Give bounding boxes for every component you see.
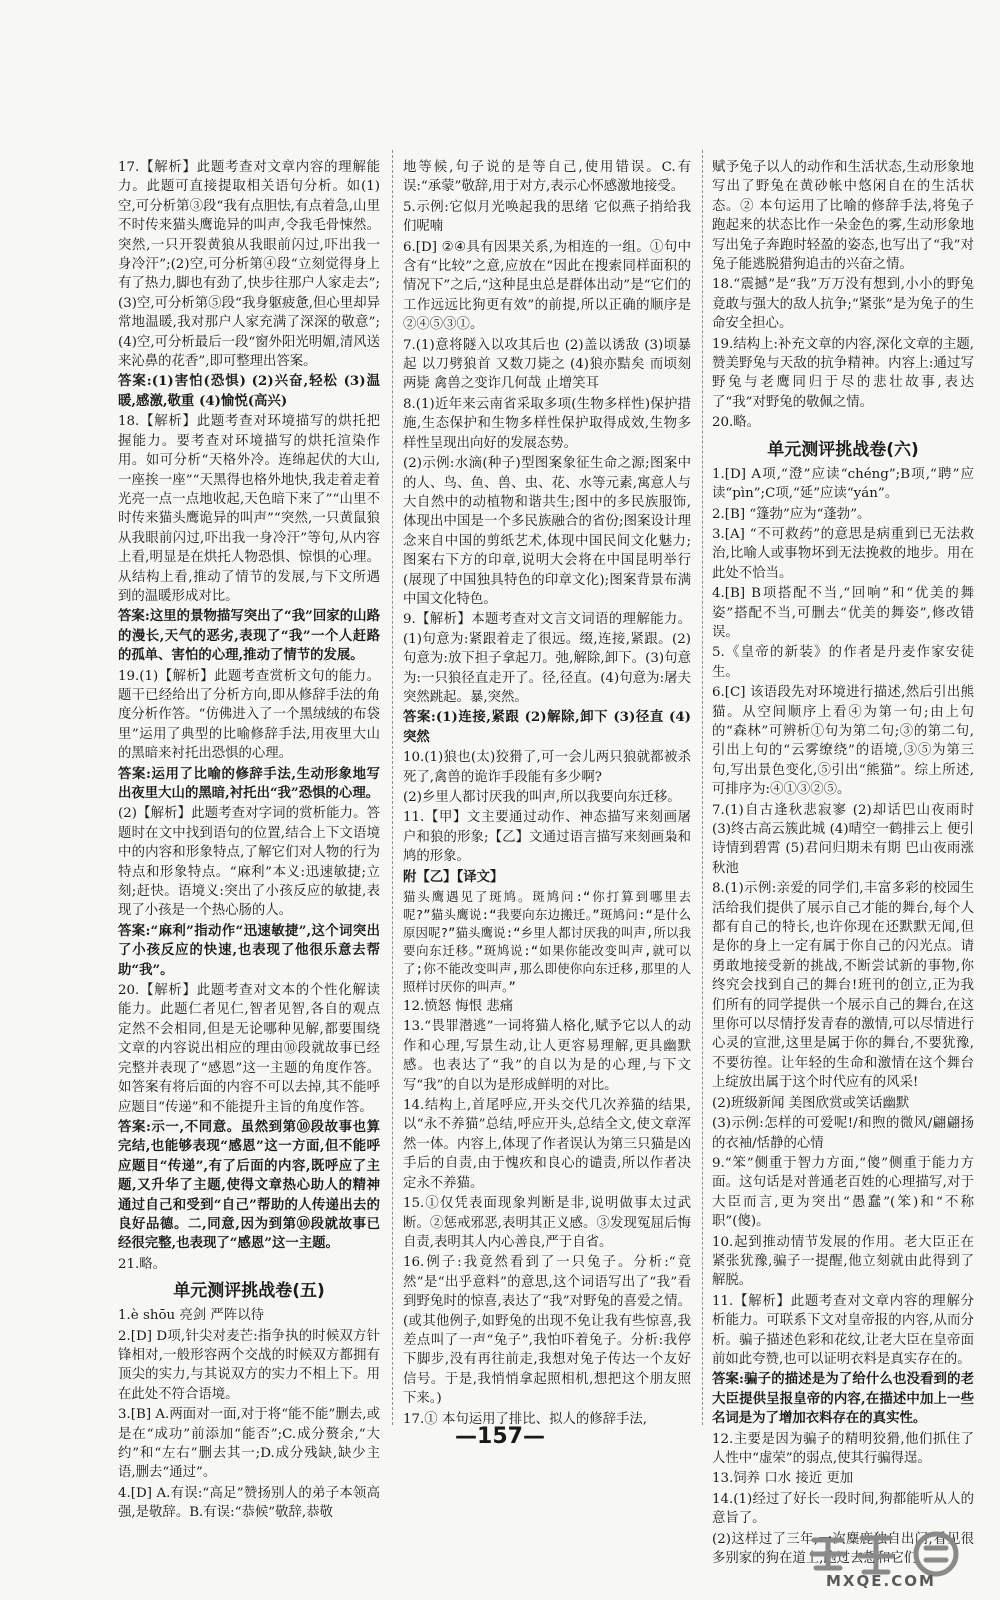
- answer-item: (2)乡里人都讨厌我的叫声,所以我要向东迁移。: [403, 790, 681, 805]
- answer-item: 5.示例:它似月光唤起我的思绪 它似燕子捎给我们呢喃: [403, 199, 691, 235]
- answer-item: 17.【解析】此题考查对文章内容的理解能力。此题可直接提取相关语句分析。如(1)空,可分析第③段“我有点胆怯,有点着急,山里不时传来猫头鹰诡异的叫声,令我毛骨悚然。突然,一只开裂黄狼从我眼前闪过,吓出我一身冷汗”;(2)空,可分析第④段“立刻觉得身上有了热力,脚也有劲了,快步往那户人家走去”;(3)空,可分析第⑤段“我身躯疲惫,但心里却异常地温暖,我对那户人家充满了深深的敬意”;(4)空,可分析最后一段“窗外阳光明媚,清风送来沁鼻的花香”,即可整理出答案。: [118, 160, 380, 370]
- answer-item: 9.“笨”侧重于智力方面,“傻”侧重于能力方面。这句话是对普通老百姓的心理描写,对于大臣而言,更为突出“愚蠢”(笨)和“不称职”(傻)。: [712, 1155, 974, 1230]
- answer-item: (2)示例:水滴(种子)型图案象征生命之源;图案中的人、鸟、鱼、兽、虫、花、水等元素,寓意人与大自然中的动植物和谐共生;图中的多民族服饰,体现出中国是一个多民族融合的省份;图案设计理念来自中国的剪纸艺术,体现中国民间文化魅力;图案右下方的印章,说明大会将在中国昆明举行(展现了中国独具特色的印章文化);图案背景布满中国文化特色。: [403, 456, 691, 607]
- answer-item: 9.【解析】本题考查对文言文词语的理解能力。(1)句意为:紧跟着走了很远。缀,连接,紧跟。(2)句意为:放下担子拿起刀。弛,解除,卸下。(3)句意为:一只狼径直走开了。径,径直。(4)句意为:屠夫突然跳起。暴,突然。: [403, 612, 691, 705]
- column-divider: [702, 150, 703, 1425]
- answer-item: 14.结构上,首尾呼应,开头交代几次养猫的结果,以“永不养猫”总结,呼应开头,总结全文,使文章浑然一体。内容上,体现了作者误认为第三只猫是凶手后的自责,由于愧疚和良心的谴责,所以作者决定永不养猫。: [403, 1098, 691, 1191]
- column-divider: [392, 150, 393, 1425]
- answer-item: 18.【解析】此题考查对环境描写的烘托把握能力。要考查对环境描写的烘托渲染作用。如可分析“天格外冷。连绵起伏的大山,一座挨一座”“天黑得也格外地快,我走着走着光亮一点一点地收起,天色暗下来了”“山里不时传来猫头鹰诡异的叫声”“突然,一只黄鼠狼从我眼前闪过,吓出我一身冷汗”等句,从内容上看,明显是在烘托人物恐惧、惊惧的心理。从结构上看,推动了情节的发展,与下文所遇到的温暖形成对比。: [118, 414, 380, 604]
- answer-item: 8.(1)示例:亲爱的同学们,丰富多彩的校园生活给我们提供了展示自己才能的舞台,每个人都有自己的特长,也许你现在还默默无闻,但是你的身上一定有属于你自己的闪光点。请勇敢地接受新的挑战,不断尝试新的事物,你终究会找到自己的舞台!班刊的创立,正为我们所有的同学提供一个展示自己的舞台,在这里你可以尽情抒发青春的激情,可以尽情进行心灵的宣泄,这里是属于你的舞台,不要犹豫,不要彷徨。让年轻的生命和激情在这个舞台上绽放出属于这个时代应有的风采!: [712, 881, 974, 1091]
- answer-item: 1.[D] A项,“澄”应读“chéng”;B项,“聘”应读“pìn”;C项,“延”应读“yán”。: [712, 466, 974, 502]
- answer-line: 答案:运用了比喻的修辞手法,生动形象地写出夜里大山的黑暗,衬托出“我”恐惧的心理。: [118, 765, 380, 801]
- answer-item: 13.“畏罪潜逃”一词将猫人格化,赋予它以人的动作和心理,写景生动,让人更容易理解,更具幽默感。也表达了“我”的自以为是的心理,与下文写“我”的自以为是形成鲜明的对比。: [403, 1019, 691, 1093]
- answer-line: 答案:示一,不同意。虽然到第⑩段故事也算完结,也能够表现“感恩”这一方面,但不能呼应题目“传递”,有了后面的内容,既呼应了主题,又升华了主题,使得文章热心助人的精神通过自己和受到“自己”帮助的人传递出去的良好品德。二,同意,因为到第⑩段就故事已经很完整,也表现了“感恩”这一主题。: [118, 1118, 380, 1252]
- answer-item: 2.[B] “篷勃”应为“蓬勃”。: [712, 506, 871, 522]
- answer-item: 11.【解析】此题考查对文章内容的理解分析能力。可联系下文对皇帝报的内容,从而分析。骗子描述色彩和花纹,让老大臣在皇帝面前如此夸赞,也可以证明衣料是真实存在的。: [712, 1293, 974, 1367]
- answer-item: 11.【甲】文主要通过动作、神态描写来刻画屠户和狼的形象;【乙】文通过语言描写来刻画枭和鸠的形象。: [403, 810, 691, 865]
- column-middle: [403, 158, 691, 1427]
- answer-line: 答案:(1)害怕(恐惧) (2)兴奋,轻松 (3)温暖,感激,敬重 (4)愉悦(高兴): [118, 373, 380, 409]
- page-number: —157—: [455, 1424, 545, 1449]
- column-right: [712, 158, 974, 1567]
- answer-item: 8.(1)近年来云南省采取多项(生物多样性)保护措施,生态保护和生物多样性保护取得成效,生物多样性呈现出向好的发展态势。: [403, 396, 691, 451]
- answer-item: 18.“震撼”是“我”万万没有想到,小小的野兔竟敢与强大的敌人抗争;“紧张”是为兔子的生命安全担心。: [712, 277, 974, 332]
- answer-item: 3.[A] “不可救药”的意思是病重到已无法救治,比喻人或事物坏到无法挽救的地步。用在此处不恰当。: [712, 526, 974, 581]
- answer-item: 7.(1)意将隧入以攻其后也 (2)盖以诱敌 (3)顷暴起 以刀劈狼首 又数刀毙之 (4)狼亦黠矣 而顷刻两毙 禽兽之变诈几何哉 止增笑耳: [403, 337, 691, 392]
- answer-item: 20.略。: [712, 415, 761, 431]
- answer-item: 6.[D] ②④具有因果关系,为相连的一组。①句中含有“比较”之意,应放在“因此在搜索同样面积的情况下”之后,“这种昆虫总是群体出动”是“它们的工作远远比狗更有效”的前提,所以正确的顺序是②④⑤③①。: [403, 239, 691, 333]
- answer-item: 地等候,句子说的是等自己,使用错误。C.有误:“承蒙”敬辞,用于对方,表示心怀感激地接受。: [403, 160, 691, 195]
- answer-item: (2)这样过了三年,一次麋鹿独自出门,看见很多别家的狗在道上,跑过去想和它们: [712, 1531, 974, 1567]
- answer-item: 5.《皇帝的新装》的作者是丹麦作家安徒生。: [712, 645, 974, 680]
- answer-item: (2)【解析】此题考查对字词的赏析能力。答题时在文中找到语句的位置,结合上下文语境中的内容和形象特点,了解它们对人物的行为特点和形象特点。“麻利”本义:迅速敏捷;立刻;赶快。语境义:突出了小孩反应的敏捷,表现了小孩是一个热心肠的人。: [118, 806, 380, 919]
- answer-item: 19.(1)【解析】此题考查赏析文句的能力。题干已经给出了分析方向,即从修辞手法的角度分析作答。“仿佛进入了一个黑绒绒的布袋里”运用了典型的比喻修辞手法,用夜里大山的黑暗来衬托出恐惧的心理。: [118, 668, 380, 762]
- answer-line: 答案:骗子的描述是为了给什么也没看到的老大臣提供呈报皇帝的内容,在描述中加上一些名词是为了增加衣料存在的真实性。: [712, 1371, 974, 1427]
- answer-item: 20.【解析】此题考查对文本的个性化解读能力。此题仁者见仁,智者见智,各自的观点定然不会相同,但是无论哪种见解,都要围绕文章的内容说出相应的理由⑩段就故事已经完整并表现了“感恩”这一主题的角度作答。如答案有将后面的内容不可以去掉,其不能呼应题目“传递”和不能提升主旨的角度作答。: [118, 983, 380, 1115]
- unit-title: 单元测评挑战卷(六): [767, 439, 919, 460]
- answer-item: 7.(1)自古逢秋悲寂寥 (2)却话巴山夜雨时 (3)终古高云簇此城 (4)晴空一鹤排云上 便引诗情到碧霄 (5)君问归期未有期 巴山夜雨涨秋池: [712, 802, 974, 876]
- answer-item: 3.[B] A.两面对一面,对于将“能不能”删去,或是在“成功”前添加“能否”;C.成分赘余,“大约”和“左右”删去其一;D.成分残缺,缺少主语,删去“通过”。: [118, 1407, 380, 1481]
- answer-item: 21.略。: [118, 1256, 167, 1272]
- answer-item: 赋予兔子以人的动作和生活状态,生动形象地写出了野兔在黄砂帐中悠闲自在的生活状态。② 本句运用了比喻的修辞手法,将兔子跑起来的状态比作一朵金色的雾,生动形象地写出兔子奔跑时轻盈的姿态,也写出了“我”对兔子能逃脱猎狗追击的兴奋之情。: [712, 160, 974, 273]
- answer-line: 答案:(1)连接,紧跟 (2)解除,卸下 (3)径直 (4)突然: [403, 709, 691, 745]
- answer-item: 4.[B] B项搭配不当,“回响”和“优美的舞姿”搭配不当,可删去“优美的舞姿”,修改错误。: [712, 586, 974, 640]
- answer-item: 10.起到推动情节发展的作用。老大臣正在紧张犹豫,骗子一提醒,他立刻就由此得到了解脱。: [712, 1234, 974, 1289]
- answer-item: 10.(1)狼也(太)狡猾了,可一会儿两只狼就都被杀死了,禽兽的诡诈手段能有多少啊?: [403, 750, 691, 785]
- answer-item: 16.例子:我竟然看到了一只兔子。分析:“竟然”是“出乎意料”的意思,这个词语写出了“我”看到野兔时的惊喜,表达了“我”对野兔的喜爱之情。(或其他例子,如野兔的出现不免让我有些惊喜,我差点叫了一声“兔子”,我怕吓着兔子。分析:我停下脚步,没有再往前走,我想对兔子传达一个友好信号。于是,我悄悄拿起照相机,想把这个朋友照下来。): [403, 1255, 691, 1407]
- answer-item: 19.结构上:补充文章的内容,深化文章的主题,赞美野兔与天敌的抗争精神。内容上:通过写野兔与老鹰同归于尽的悲壮故事,表达了“我”对野兔的敬佩之情。: [712, 336, 974, 410]
- answer-item: 1.è shōu 亮剑 严阵以待: [118, 1308, 264, 1324]
- answer-item: (3)示例:怎样的可爱呢!/和煦的微风/翩翩扬的衣袖/恬静的心情: [712, 1116, 974, 1151]
- answer-item: 2.[D] D项,针尖对麦芒:指争执的时候双方针锋相对,一般形容两个交战的时候双方都拥有顶尖的实力,与其说双方的实力不相上下。用在此处不符合语境。: [118, 1328, 380, 1402]
- answer-item: 6.[C] 该语段先对环境进行描述,然后引出熊猫。从空间顺序上看④为第一句;由上句的“森林”可辨析①句为第二句;③的第二句,引出上句的“云雾缭绕”的语境,③⑤为第三句,写出景色变化,⑤引出“熊猫”。综上所述,可排序为:④①③②⑤。: [712, 685, 974, 798]
- answer-item: (2)班级新闻 美图欣赏或笑话幽默: [712, 1095, 910, 1111]
- answer-item: 12.愤怒 悔恨 悲痛: [403, 999, 514, 1015]
- column-left: [118, 158, 380, 1521]
- answer-item: 13.饲养 口水 接近 更加: [712, 1471, 854, 1487]
- answer-line: 答案:“麻利”指动作“迅速敏捷”,这个词突出了小孩反应的快速,也表现了他很乐意去帮助“我”。: [118, 922, 380, 978]
- unit-title: 单元测评挑战卷(五): [173, 1281, 325, 1302]
- answer-item: 12.主要是因为骗子的精明狡猾,他们抓住了人性中“虚荣”的弱点,使其行骗得逞。: [712, 1431, 974, 1466]
- answer-item: 4.[D] A.有误:“高足”赞扬别人的弟子本领高强,是敬辞。B.有误:“恭候”敬辞,恭敬: [118, 1485, 380, 1521]
- watermark-text: MXQE.COM: [826, 1572, 936, 1590]
- answer-item: 17.① 本句运用了排比、拟人的修辞手法,: [403, 1411, 648, 1427]
- translation-text: 猫头鹰遇见了斑鸠。斑鸠问:“你打算到哪里去呢?”猫头鹰说:“我要向东边搬迁。”斑鸠问:“是什么原因呢?”猫头鹰说:“乡里人都讨厌我的叫声,所以我要向东迁移。”斑鸠说:“如果你能改变叫声,就可以了;你不能改变叫声,那么即使你向东迁移,那里的人照样讨厌你的叫声。”: [403, 889, 691, 995]
- answer-item: 14.(1)经过了好长一段时间,狗都能听从人的意旨了。: [712, 1491, 974, 1527]
- answer-item: 15.①仅凭表面现象判断是非,说明做事太过武断。②惩戒邪恶,表明其正义感。③发现冤屈后悔自责,表明其人内心善良,严于自省。: [403, 1196, 691, 1250]
- translation-heading: 附【乙】【译文】: [403, 868, 504, 885]
- answer-line: 答案:这里的景物描写突出了“我”回家的山路的漫长,天气的恶劣,表现了“我”一个人赶路的孤单、害怕的心理,推动了情节的发展。: [118, 608, 380, 664]
